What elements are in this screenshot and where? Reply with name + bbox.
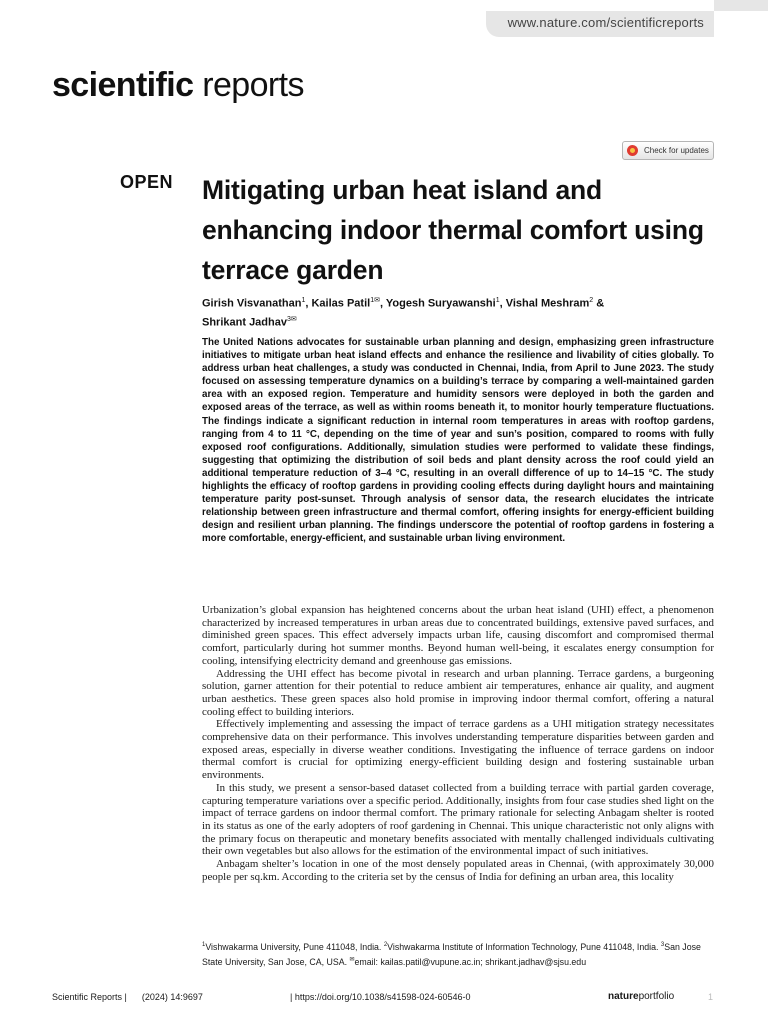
crossmark-icon bbox=[627, 145, 638, 156]
body-text bbox=[202, 604, 714, 883]
affiliation-text: Vishwakarma Institute of Information Technology, Pune 411048, India. bbox=[387, 941, 661, 952]
open-access-label: OPEN bbox=[120, 172, 174, 192]
affiliation-text: Vishwakarma University, Pune 411048, India. bbox=[205, 941, 384, 952]
author-name[interactable]: Girish Visvanathan bbox=[202, 297, 302, 310]
author-name[interactable]: Kailas Patil bbox=[311, 297, 371, 310]
author-list bbox=[202, 293, 712, 330]
author-separator: & bbox=[593, 297, 605, 310]
footer-journal-name: Scientific Reports | bbox=[52, 992, 127, 1002]
affiliations-footnote bbox=[202, 939, 716, 969]
check-for-updates-label: Check for updates bbox=[644, 146, 709, 155]
email-icon: ✉ bbox=[349, 956, 355, 963]
affiliation-marker: 2 bbox=[383, 942, 388, 948]
journal-url[interactable]: www.nature.com/scientificreports bbox=[507, 15, 704, 30]
author-separator: , bbox=[305, 297, 312, 310]
author-affiliation-marker: 1 bbox=[495, 297, 500, 304]
abstract: The United Nations advocates for sustainable urban planning and design, emphasizing green infrastructure initiatives to mitigate urban heat island effects and enhance the resilience and livability of cities globally. To address urban heat challenges, a study was conducted in Chennai, India, from April to June 2023. The study focused on assessing temperature dynamics on a building’s terrace by comparing a well-maintained garden area with an exposed region. Temperature and humidity sensors were deployed in both the garden and exposed areas of the terrace, as well as within rooms beneath it, to monitor hourly temperature fluctuations. The findings indicate a significant reduction in internal room temperatures in areas with rooftop gardens, ranging from 4 to 11 °C, depending on the time of year and sun’s position, compared to rooms with fully exposed roof configurations. Additionally, simulation studies were performed to validate these findings, suggesting that optimizing the distribution of soil beds and plant density across the roof could yield an additional temperature reduction of 3–4 °C, resulting in an overall difference of up to 14–15 °C. The study highlights the efficacy of rooftop gardens in providing cooling effects during daylight hours and maintaining temperature parity post-sunset. Through analysis of sensor data, the research elucidates the intricate relationship between green infrastructure and thermal comfort, offering insights for energy-efficient building design and resilient urban planning. The findings underscore the potential of rooftop gardens in fostering a more comfortable, energy-efficient, and sustainable urban living environment. bbox=[202, 337, 714, 545]
footer-doi[interactable]: | https://doi.org/10.1038/s41598-024-60546-0 bbox=[290, 992, 471, 1002]
publisher-logo bbox=[608, 991, 674, 1002]
article-title: Mitigating urban heat island and enhancing indoor thermal comfort using terrace garden bbox=[202, 175, 704, 285]
footer-citation: (2024) 14:9697 bbox=[141, 992, 203, 1002]
author-affiliation-marker: 2 bbox=[589, 297, 594, 304]
body-paragraph: Anbagam shelter’s location in one of the most densely populated areas in Chennai, (with approximately 30,000 people per sq.km. According to the criteria set by the census of India for defining an urban area, this locality bbox=[202, 858, 714, 883]
journal-url-banner[interactable] bbox=[486, 11, 714, 37]
body-paragraph: Urbanization’s global expansion has heightened concerns about the urban heat island (UHI) effect, a phenomenon characterized by increased temperatures in urban areas due to concentrated buildings, extensive paved surfaces, and diminished green spaces. This effect adversely impacts urban life, causing discomfort and compromised thermal comfort, particularly during hot summer months. Beyond human well-being, it escalates energy consumption for cooling, intensifying electricity demand and greenhouse gas emissions. bbox=[202, 604, 714, 667]
affiliation-text: San Jose State University, San Jose, CA, USA. bbox=[202, 941, 701, 967]
publisher-logo-light: portfolio bbox=[638, 991, 675, 1002]
journal-logo bbox=[52, 66, 304, 105]
page-footer bbox=[52, 992, 716, 1006]
page-number: 1 bbox=[708, 992, 714, 1002]
body-paragraph: Addressing the UHI effect has become pivotal in research and urban planning. Terrace gardens, a burgeoning solution, garner attention for their potential to reduce ambient air temperatures, enhance air quality, and augment urban aesthetics. These green spaces also hold promise in improving indoor thermal comfort, offering a natural cooling effect to building interiors. bbox=[202, 667, 714, 718]
author-affiliation-marker: 3✉ bbox=[286, 315, 297, 323]
publisher-logo-bold: nature bbox=[608, 991, 639, 1002]
corresponding-email[interactable]: email: kailas.patil@vupune.ac.in; shrikant.jadhav@sjsu.edu bbox=[354, 956, 587, 967]
author-separator: , bbox=[379, 297, 386, 310]
journal-logo-light: reports bbox=[193, 66, 304, 104]
footer-journal bbox=[52, 992, 203, 1002]
header-corner-strip bbox=[714, 0, 768, 11]
author-name[interactable]: Vishal Meshram bbox=[505, 297, 590, 310]
affiliation-marker: 3 bbox=[660, 942, 665, 948]
author-separator: , bbox=[499, 297, 506, 310]
body-paragraph: Effectively implementing and assessing the impact of terrace gardens as a UHI mitigation strategy necessitates comprehensive data on their performance. This involves understanding temperature disparities between garden and exposed areas, especially in diverse weather conditions. Investigating the influence of terrace gardens on indoor thermal comfort is crucial for optimizing energy-efficient building design and fostering sustainable urban environments. bbox=[202, 718, 714, 782]
author-affiliation-marker: 1 bbox=[301, 297, 306, 304]
check-for-updates-button[interactable] bbox=[622, 141, 714, 160]
author-name[interactable]: Shrikant Jadhav bbox=[202, 316, 287, 329]
author-affiliation-marker: 1✉ bbox=[370, 297, 380, 304]
journal-logo-bold: scientific bbox=[52, 66, 194, 104]
body-paragraph: In this study, we present a sensor-based dataset collected from a building terrace with partial garden coverage, capturing temperature variations over a specific period. Additionally, insights from four case studies shed light on the impact of terrace gardens on indoor thermal comfort. The primary rationale for selecting Anbagam shelter is rooted in its status as one of the early adopters of roof gardening in Chennai. This unique characteristic not only aligns with the primary focus on therapeutic and monetary benefits associated with mentally challenged individuals cultivating their own vegetables but also allows for the estimation of the environmental impact of such initiatives. bbox=[202, 781, 714, 858]
affiliation-marker: 1 bbox=[202, 942, 206, 948]
author-name[interactable]: Yogesh Suryawanshi bbox=[385, 297, 496, 310]
